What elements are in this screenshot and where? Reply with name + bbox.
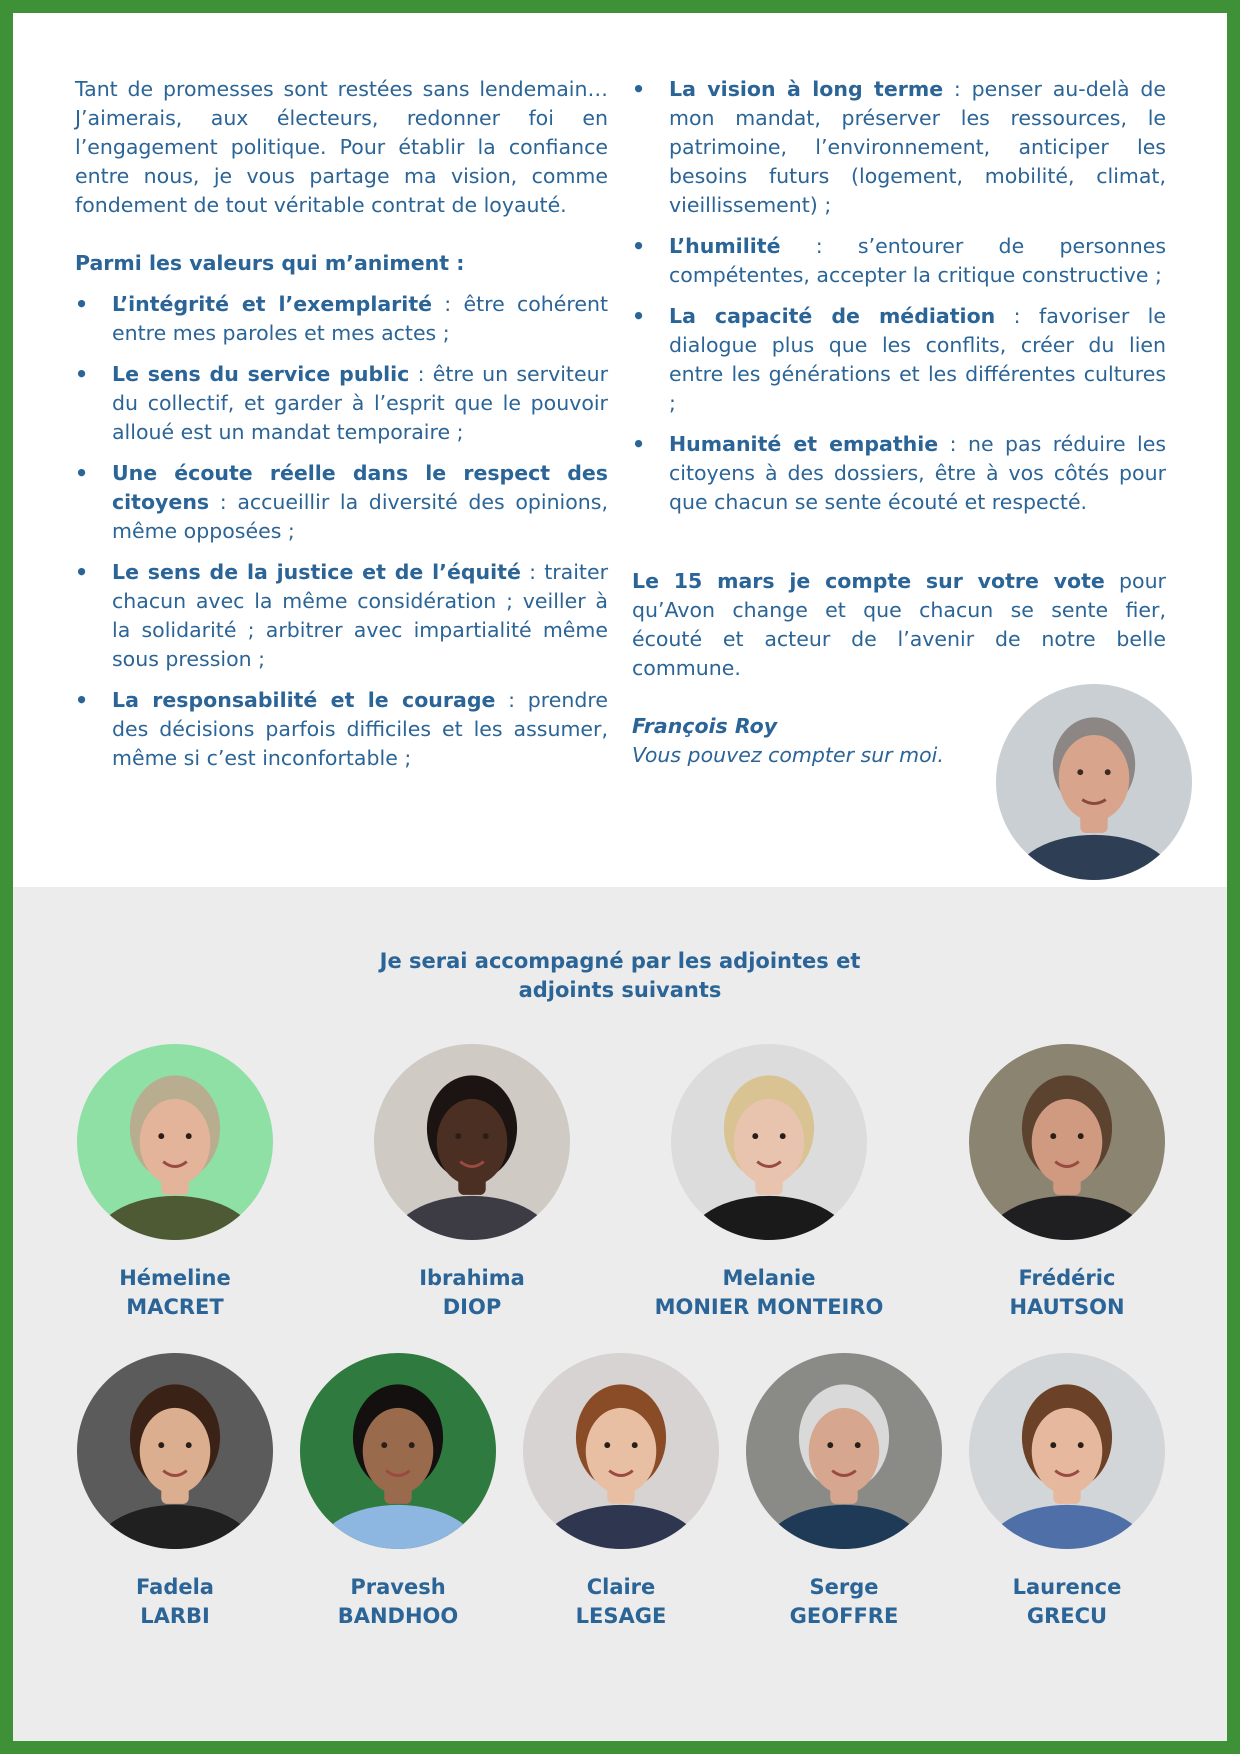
values-heading: Parmi les valeurs qui m’animent :: [75, 251, 465, 275]
member-first-name: Fadela: [136, 1575, 214, 1599]
member-first-name: Serge: [809, 1575, 879, 1599]
member-photo-image: [969, 1044, 1165, 1240]
member-last-name: BANDHOO: [337, 1604, 459, 1628]
left-column: [75, 75, 608, 785]
team-title: [13, 947, 1227, 1005]
value-item: [632, 232, 1166, 290]
bullet-icon: •: [75, 461, 89, 485]
team-section: [13, 887, 1227, 1741]
value-item: [75, 686, 608, 773]
value-text: : accueillir la diversité des opinions, même opposées ;: [112, 490, 608, 543]
signature: [632, 712, 1002, 770]
member-photo-image: [77, 1044, 273, 1240]
vote-paragraph: [632, 567, 1166, 683]
member-name: [55, 1264, 295, 1322]
values-list-right: [632, 75, 1166, 517]
member-photo-image: [671, 1044, 867, 1240]
candidate-portrait: [996, 684, 1192, 880]
value-item: [75, 459, 608, 546]
value-text: : traiter chacun avec la même considération ; veiller à la solidarité ; arbitrer avec impartialité même sous pression ;: [112, 560, 608, 671]
value-item: [632, 302, 1166, 418]
member-first-name: Frédéric: [1018, 1266, 1116, 1290]
value-text: : penser au-delà de mon mandat, préserver les ressources, le patrimoine, l’environnement, anticiper les besoins futurs (logement, mobilité, climat, vieillissement) ;: [669, 77, 1166, 217]
vote-text: pour qu’Avon change et que chacun se sente fier, écouté et acteur de l’avenir de notre belle commune.: [632, 569, 1166, 680]
value-title: L’intégrité et l’exemplarité: [112, 292, 433, 316]
member-name: [278, 1573, 518, 1631]
member-photo: [300, 1353, 496, 1549]
values-section: [13, 13, 1227, 887]
team-title-line2: adjoints suivants: [518, 978, 722, 1002]
value-title: Le sens du service public: [112, 362, 410, 386]
value-title: La capacité de médiation: [669, 304, 996, 328]
member-name: [724, 1573, 964, 1631]
value-title: Une écoute réelle dans le respect des citoyens: [112, 461, 608, 514]
signature-tagline: Vous pouvez compter sur moi.: [632, 743, 944, 767]
member-first-name: Melanie: [722, 1266, 816, 1290]
value-text: : être cohérent entre mes paroles et mes actes ;: [112, 292, 608, 345]
bullet-icon: •: [632, 432, 646, 456]
value-title: La vision à long terme: [669, 77, 944, 101]
value-title: Humanité et empathie: [669, 432, 939, 456]
member-last-name: GEOFFRE: [789, 1604, 899, 1628]
team-member: [55, 1353, 295, 1631]
member-photo: [746, 1353, 942, 1549]
team-member: [501, 1353, 741, 1631]
team-member: [278, 1353, 518, 1631]
bullet-icon: •: [632, 77, 646, 101]
member-first-name: Hémeline: [119, 1266, 231, 1290]
value-item: [632, 75, 1166, 220]
member-photo: [77, 1353, 273, 1549]
right-column: [632, 75, 1166, 770]
value-item: [75, 360, 608, 447]
member-name: [501, 1573, 741, 1631]
member-photo-image: [77, 1353, 273, 1549]
value-text: : prendre des décisions parfois difficiles et les assumer, même si c’est inconfortable ;: [112, 688, 608, 770]
member-first-name: Ibrahima: [419, 1266, 525, 1290]
value-text: : ne pas réduire les citoyens à des dossiers, être à vos côtés pour que chacun se sente écouté et respecté.: [669, 432, 1167, 514]
member-first-name: Pravesh: [350, 1575, 446, 1599]
member-photo-image: [969, 1353, 1165, 1549]
value-item: [75, 558, 608, 674]
value-title: L’humilité: [669, 234, 781, 258]
member-photo-image: [374, 1044, 570, 1240]
member-photo-image: [523, 1353, 719, 1549]
member-photo: [671, 1044, 867, 1240]
member-last-name: GRECU: [1026, 1604, 1108, 1628]
team-member: [55, 1044, 295, 1322]
member-photo: [374, 1044, 570, 1240]
member-last-name: MONIER MONTEIRO: [654, 1295, 884, 1319]
value-text: : s’entourer de personnes compétentes, accepter la critique constructive ;: [669, 234, 1166, 287]
bullet-icon: •: [75, 688, 89, 712]
value-item: [75, 290, 608, 348]
member-name: [649, 1264, 889, 1322]
bullet-icon: •: [75, 362, 89, 386]
member-last-name: LARBI: [140, 1604, 210, 1628]
values-list-left: [75, 290, 608, 773]
signature-name: François Roy: [632, 714, 778, 738]
intro-paragraph: Tant de promesses sont restées sans lendemain… J’aimerais, aux électeurs, redonner foi en l’engagement politique. Pour établir la confiance entre nous, je vous partage ma vision, comme fondement de tout véritable contrat de loyauté.: [75, 77, 608, 217]
member-photo: [969, 1353, 1165, 1549]
vote-call: Le 15 mars je compte sur votre vote: [632, 569, 1105, 593]
value-item: [632, 430, 1166, 517]
team-member: [724, 1353, 964, 1631]
member-first-name: Claire: [586, 1575, 656, 1599]
bullet-icon: •: [632, 304, 646, 328]
member-photo: [77, 1044, 273, 1240]
bullet-icon: •: [632, 234, 646, 258]
value-text: : favoriser le dialogue plus que les conflits, créer du lien entre les générations et les différentes cultures ;: [669, 304, 1166, 415]
bullet-icon: •: [75, 292, 89, 316]
member-photo-image: [746, 1353, 942, 1549]
member-last-name: LESAGE: [575, 1604, 667, 1628]
team-member: [947, 1353, 1187, 1631]
team-member: [352, 1044, 592, 1322]
member-photo: [969, 1044, 1165, 1240]
member-photo: [523, 1353, 719, 1549]
member-first-name: Laurence: [1012, 1575, 1122, 1599]
member-last-name: DIOP: [442, 1295, 502, 1319]
value-text: : être un serviteur du collectif, et garder à l’esprit que le pouvoir alloué est un mandat temporaire ;: [112, 362, 608, 444]
value-title: Le sens de la justice et de l’équité: [112, 560, 521, 584]
member-last-name: MACRET: [126, 1295, 224, 1319]
team-member: [649, 1044, 889, 1322]
member-photo-image: [300, 1353, 496, 1549]
candidate-portrait-image: [996, 684, 1192, 880]
bullet-icon: •: [75, 560, 89, 584]
team-title-line1: Je serai accompagné par les adjointes et: [379, 949, 861, 973]
value-title: La responsabilité et le courage: [112, 688, 496, 712]
member-name: [947, 1573, 1187, 1631]
team-member: [947, 1044, 1187, 1322]
member-name: [352, 1264, 592, 1322]
member-name: [947, 1264, 1187, 1322]
member-name: [55, 1573, 295, 1631]
member-last-name: HAUTSON: [1009, 1295, 1125, 1319]
